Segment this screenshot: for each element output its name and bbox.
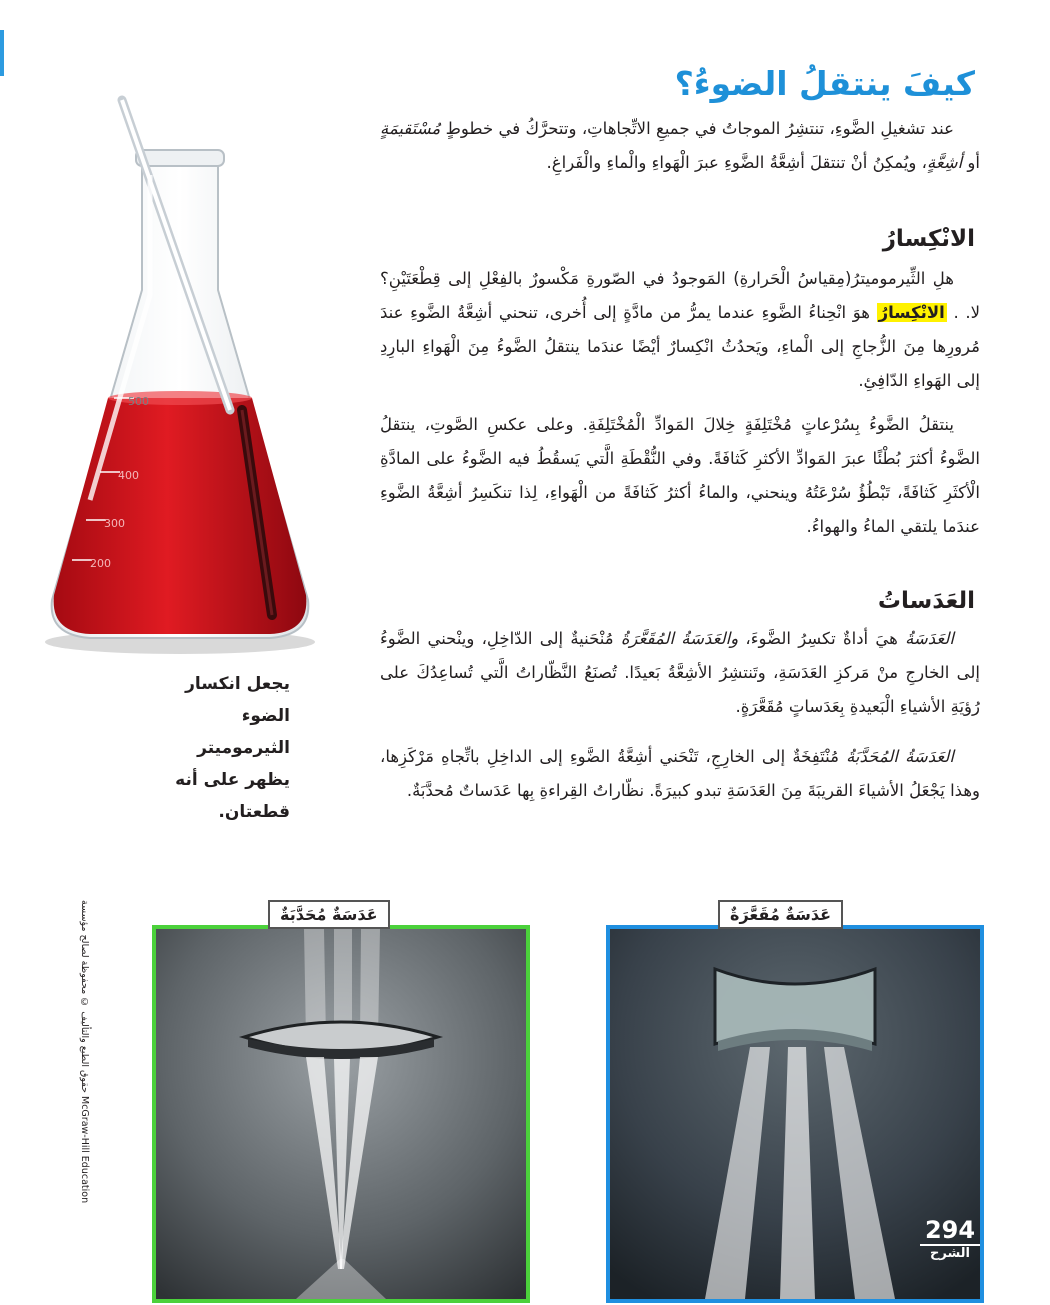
term-concave-lens: والعَدَسَةُ المُقَعَّرَةُ xyxy=(620,629,739,648)
term-convex-lens: العَدَسَةُ المُحَدَّبَةُ xyxy=(846,747,954,766)
figure-caption: يجعل انكسار الضوء الثيرموميتر يظهر على أنه قطعتان. xyxy=(175,674,290,822)
lenses-text-a: هيَ أداةٌ تكسِرُ الضَّوءَ، xyxy=(738,629,906,648)
flask-mark-500: 500 xyxy=(128,395,149,408)
convex-lens-label: عَدَسَةٌ مُحَدَّبَةٌ xyxy=(268,900,390,929)
concave-lens-label: عَدَسَةٌ مُقَعَّرَةٌ xyxy=(718,900,843,929)
lenses-paragraph-2 xyxy=(380,740,980,808)
refraction-section xyxy=(380,262,980,544)
intro-text-4: ، ويُمكِنُ أنْ تنتقلَ أشِعَّةُ الضَّوءِ عبرَ الْهَواءِ والْماءِ والْفَراغِ. xyxy=(546,153,927,172)
page-edge-marker xyxy=(0,30,4,76)
refraction-text-a: هلِ الثِّيرموميترُ(مِقياسُ الْحَرارةِ) المَوجودُ في الصّورةِ مَكْسورٌ بالفِعْلِ إلى قِطْعَتَيْنِ؟ لا. . xyxy=(380,269,980,322)
refraction-heading: الانْكِسارُ xyxy=(882,226,975,252)
lenses-section xyxy=(380,622,980,808)
convex-lens-diagram xyxy=(156,929,526,1299)
convex-lens-photo xyxy=(152,925,530,1303)
refraction-paragraph-2: ينتقلُ الضَّوءُ بِسُرْعاتٍ مُخْتَلِفَةٍ خِلالَ المَوادِّ الْمُخْتَلِفَةِ. وعلى عكسِ الصَّوتِ، ينتقلُ الضَّوءُ أكثرَ بُطْئًا عبرَ المَوادِّ الأكثرِ كَثافَةً. وفي النُّقْطَةِ الَّتي يَسقُطُ فيه الضَّوءُ على المادَّةِ الْأكثَرِ كَثافَةً، تَبْطُؤُ سُرْعَتُهُ وينحني، والماءُ أكثرُ كَثافَةً من الْهَواءِ، لِذا تنكَسِرُ أشِعَّةُ الضَّوءِ عندَما يلتقي الماءُ والهواءُ. xyxy=(380,415,980,536)
intro-text-3: أو xyxy=(962,153,980,172)
intro-paragraph xyxy=(380,112,980,180)
flask-mark-400: 400 xyxy=(118,469,139,482)
flask-mark-200: 200 xyxy=(90,557,111,570)
page-section-label: الشرح xyxy=(929,1246,971,1261)
lenses-heading: العَدَساتُ xyxy=(877,588,975,614)
lenses-text-b: مُنْحَنيةٌ إلى الدّاخِلِ، وينْحني الضَّوءُ إلى الخارجِ منْ مَركزِ العَدَسَةِ، وتَنتشِرُ الأشِعَّةُ بَعيدًا. تُصنَعُ النَّظّاراتُ الَّتي تُساعِدُكَ على رُؤيَةِ الأشياءِ الْبَعيدةِ بِعَدَساتٍ مُقَعَّرَةٍ. xyxy=(380,629,980,716)
flask-mark-300: 300 xyxy=(104,517,125,530)
intro-text-2: في خطوطٍ xyxy=(440,119,521,138)
term-rays: أشِعَّةٍ xyxy=(926,153,963,172)
refraction-paragraph-1 xyxy=(380,262,980,398)
term-straight: مُسْتَقيمَةٍ xyxy=(380,119,441,138)
page-number xyxy=(920,1216,980,1261)
intro-section xyxy=(380,112,980,180)
intro-text-1: عند تشغيلِ الضَّوءِ، تنتشِرُ الموجاتُ في جميعِ الاتِّجاهاتِ، وتتحرَّكُ xyxy=(525,119,954,138)
lenses-paragraph-1 xyxy=(380,622,980,724)
term-refraction-highlight: الانْكِسارُ xyxy=(878,303,945,322)
copyright-credit: حقوق الطبع والتأليف © محفوظة لصالح مؤسسة McGraw-Hill Education xyxy=(79,900,90,1204)
refraction-text-b: هوَ انْحِناءُ الضَّوءِ عندما يمرُّ من مادَّةٍ إلى أُخرى، تنحني أشِعَّةُ الضَّوءِ عندَ مُرورِها مِنَ الزُّجاجِ إلى الْماءِ، ويَحدُثُ انْكِسارٌ أيْضًا عندَما ينتقلُ الضَّوءُ مِنَ الْهَواءِ البارِدِ إلى الهَواءِ الدّافِئِ. xyxy=(380,303,980,390)
page-number-value: 294 xyxy=(920,1216,980,1246)
flask-thermometer-illustration xyxy=(30,80,330,660)
lenses-text-c: مُنْتَفِخَةٌ إلى الخارِجِ، تَنْحَني أشِعَّةُ الضَّوءِ إلى الداخِلِ باتِّجاهِ مَرْكَزِها، وهذا يَجْعَلُ الأشياءَ القريبَةَ مِنَ العَدَسَةِ تبدو كبيرَةً. نظّاراتُ القِراءةِ بِها عَدَساتٌ مُحدَّبَةٌ. xyxy=(380,747,980,800)
term-lens: العَدَسَةُ xyxy=(905,629,954,648)
page-title: كيفَ ينتقلُ الضوءُ؟ xyxy=(674,64,975,103)
